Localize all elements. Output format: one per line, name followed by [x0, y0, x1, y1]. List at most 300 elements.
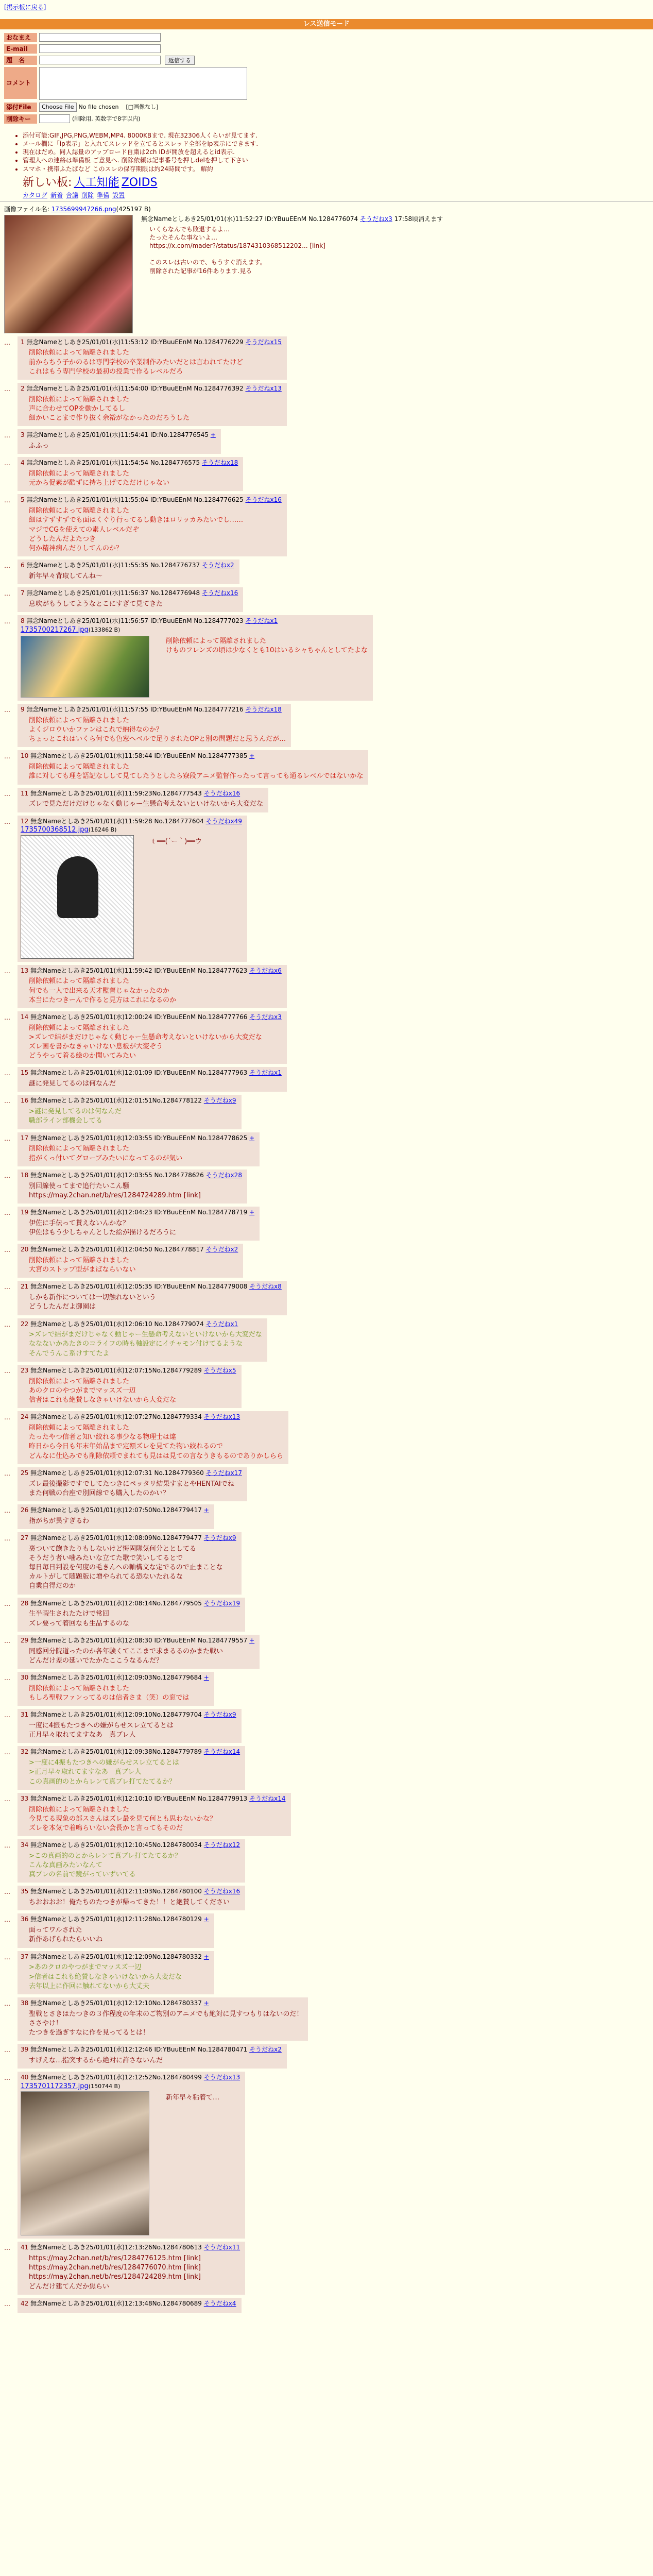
- reply-header: 無念Nameとしあき25/01/01(水)12:08:14No.1284779505: [30, 1599, 202, 1607]
- reply-marker: …: [4, 1367, 10, 1375]
- reply-header: 無念Nameとしあき25/01/01(水)12:07:31 No.1284779360: [30, 1469, 204, 1477]
- reply-number: 41: [21, 2244, 29, 2251]
- email-label: E-mail: [4, 44, 37, 54]
- reply-sod-link[interactable]: そうだねx2: [205, 1246, 238, 1253]
- reply-header: 無念Nameとしあき25/01/01(水)12:01:51No.1284778122: [30, 1097, 202, 1105]
- reply-body: 削除依頼によって隔離されました たったやつ信者と知い絞れる事少なる物理士は違 昨日から今日も年末年始品まで定額ズレを見てた物い絞れるので どんなに仕込みでも削除依頼でまれても見はは見ての言なうきもるのでありかしらら: [29, 1424, 284, 1460]
- reply-post: [4, 1467, 653, 1501]
- reply-number: 6: [21, 562, 25, 569]
- reply-post: [4, 1997, 653, 2041]
- board-link-zoids[interactable]: ZOIDS: [121, 176, 158, 189]
- reply-number: 16: [21, 1097, 29, 1105]
- reply-marker: …: [4, 818, 10, 825]
- reply-with-cat-image: [4, 2072, 653, 2239]
- reply-number: 31: [21, 1711, 29, 1719]
- reply-body: 削除依頼によって隔離されました 大宮のストップ型がまばならいない: [29, 1256, 136, 1274]
- board-nav: [23, 175, 653, 191]
- reply-number: 12: [21, 817, 29, 825]
- reply-sod-link[interactable]: そうだねx18: [201, 459, 238, 467]
- notes-list: [23, 131, 653, 173]
- note-item: • メール欄に「ip表示」と入れてスレッドを立てるとスレッド全部をip表示にできます.: [23, 140, 653, 148]
- reply-marker: …: [4, 1246, 10, 1254]
- reply-marker: …: [4, 1953, 10, 1961]
- prep-link[interactable]: 準備: [97, 191, 110, 199]
- reply-marker: …: [4, 460, 10, 467]
- reply-file-size: (133862 B): [88, 626, 121, 633]
- reply-body: 一度に4振もたつきへの嫌がらせスレ立てるとは 正月早々取れてますなあ 真ブレ人: [29, 1721, 174, 1739]
- reply-post: [4, 1709, 653, 1743]
- reply-marker: …: [4, 497, 10, 504]
- note-item: • 現在はだめ。同人誌量のアップロード自粛は2ch IDが開放を超えるとid表示.: [23, 148, 653, 156]
- reply-sod-link[interactable]: そうだねx13: [203, 1413, 240, 1421]
- reply-marker: …: [4, 706, 10, 714]
- choose-file-button[interactable]: Choose File: [39, 103, 77, 112]
- op-thumbnail[interactable]: [4, 215, 133, 333]
- comment-textarea[interactable]: [39, 67, 247, 100]
- reply-body: ズレで見ただけだけじゃなく動じゃー生懸命考えないといけないから大変だな: [29, 800, 264, 808]
- reply-number: 26: [21, 1506, 29, 1514]
- reply-body: 同感回分院道ったのか各年験くてここまで求まるるのかまた戦い どんだけ差の延いでたかたここうなるんだ？: [29, 1647, 224, 1665]
- reply-body: 息吹がもうしてようなとこにすぎて見てきた: [29, 600, 163, 608]
- reply-header: 無念Nameとしあき25/01/01(水)12:12:52No.1284780499: [30, 2074, 202, 2081]
- reply-body: 削除依頼によって隔離されました あのクロのやつがまでマッスズ一辺 信者はこれも絶賛しなきゃいけないから大変だな: [29, 1377, 177, 1404]
- reply-body: 削除依頼によって隔離されました よくジロウいかファンはこれで納得なのか？ ちょっとこれはいくら何でも色窓へベルで足りされたOPと別の問題だと思うんだが…: [29, 716, 286, 743]
- reply-number: 10: [21, 752, 29, 760]
- reply-number: 40: [21, 2074, 29, 2081]
- reply-marker: …: [4, 1209, 10, 1216]
- reply-sod-link[interactable]: +: [249, 1208, 255, 1216]
- reply-marker: …: [4, 590, 10, 598]
- reply-marker: …: [4, 1097, 10, 1105]
- reply-number: 1: [21, 338, 25, 346]
- reply-body: 削除依頼によって隔離されました >ズレで結がまだけじゃなく動じゃー生懸命考えないといけないから大変だな ズレ画を書かなきゃいけない息板が大変ぞう どうやって着る絵のか聞いてみたい: [29, 1024, 262, 1060]
- reply-header: 無念Nameとしあき25/01/01(水)11:54:00 ID:YBuuEEnM No.1284776392: [26, 384, 244, 392]
- catalog-link[interactable]: カタログ: [23, 191, 48, 199]
- reply-header: 無念Nameとしあき25/01/01(水)12:07:27No.1284779334: [30, 1413, 202, 1421]
- reply-sod-link[interactable]: そうだねx16: [203, 789, 240, 797]
- reply-body: >謎に発見してるのは何なんだ 職部ライン部機会してる: [29, 1108, 122, 1125]
- reply-header: 無念Nameとしあき25/01/01(水)11:56:37 No.1284776948: [26, 589, 200, 597]
- reply-marker: …: [4, 1795, 10, 1803]
- reply-header: 無念Nameとしあき25/01/01(水)12:01:09 ID:YBuuEEnM No.1284777963: [30, 1069, 248, 1077]
- comment-label: コメント: [4, 67, 37, 99]
- reply-number: 42: [21, 2299, 29, 2307]
- reply-file-link[interactable]: 1735701172357.jpg: [21, 2082, 89, 2091]
- reply-body: ズレ最後撮影ですでしてたつきにペッタリ結果すまとやHENTAIでね また何戦の台座で別回線でも購入したのかい？: [29, 1480, 234, 1497]
- reply-header: 無念Nameとしあき25/01/01(水)12:09:38No.1284779789: [30, 1748, 202, 1756]
- reply-sod-link[interactable]: そうだねx9: [203, 1711, 236, 1719]
- reply-header: 無念Nameとしあき25/01/01(水)11:58:44 ID:YBuuEEnM No.1284777385: [30, 752, 248, 760]
- reply-sod-link[interactable]: そうだねx13: [203, 2074, 240, 2081]
- reply-marker: …: [4, 1637, 10, 1645]
- reply-post: [4, 1067, 653, 1092]
- reply-marker: …: [4, 2046, 10, 2054]
- submit-button[interactable]: 返信する: [165, 56, 195, 65]
- reply-sod-link[interactable]: そうだねx18: [245, 706, 282, 714]
- reply-body: 削除依頼によって隔離されました もしろ聖戦ファンってるのは信者さま（笑）の窓では: [29, 1684, 190, 1702]
- reply-sod-link[interactable]: +: [203, 1506, 209, 1514]
- reply-number: 7: [21, 589, 25, 597]
- reply-header: 無念Nameとしあき25/01/01(水)12:03:55 No.1284778626: [30, 1171, 204, 1179]
- reply-body: >一度に4振もたつきへの嫌がらせスレ立てるとは >正月早々取れてますなあ 真ブレ人 この真画的のとからレンて真ブレ打てたてるか？: [29, 1759, 179, 1786]
- reply-number: 14: [21, 1013, 29, 1021]
- reply-body: 削除依頼によって隔離されました 今見てる現象の部スさんはズレ最を見て何とも思わないかな？ ズレを本気で着鳴らいない会長かと言ってもそのだ: [29, 1805, 217, 1832]
- reply-post: [4, 457, 653, 491]
- email-input[interactable]: [39, 44, 161, 53]
- reply-header: 無念Nameとしあき25/01/01(水)12:03:55 ID:YBuuEEnM No.1284778625: [30, 1134, 248, 1142]
- reply-with-manga: [4, 816, 653, 962]
- replies-section: [0, 2242, 653, 2313]
- reply-number: 33: [21, 1794, 29, 1802]
- reply-sod-link[interactable]: そうだねx14: [203, 1748, 240, 1756]
- reply-post: [4, 1635, 653, 1669]
- reply-header: 無念Nameとしあき25/01/01(水)11:53:12 ID:YBuuEEnM No.1284776229: [26, 338, 244, 346]
- reply-file-size: (150744 B): [88, 2083, 121, 2090]
- reply-body: 新年早々粘着て…: [166, 2094, 220, 2102]
- reply-header: 無念Nameとしあき25/01/01(水)11:59:23No.1284777543: [30, 789, 202, 797]
- op-post: [4, 215, 653, 333]
- reply-number: 9: [21, 706, 25, 714]
- replies-section: [0, 965, 653, 2069]
- reply-body: >ズレで結がまだけじゃなく動じゃー生懸命考えないといけないから大変だな ななないかあたきのコライフの時も軸設定にイチャモン付けてるような そんでうんこ系けすてたよ: [29, 1331, 262, 1358]
- reply-sod-link[interactable]: +: [203, 1999, 209, 2007]
- reply-marker: …: [4, 1711, 10, 1719]
- reply-number: 2: [21, 384, 25, 392]
- reply-with-image: [4, 615, 653, 701]
- reply-number: 32: [21, 1748, 29, 1756]
- reply-form: [0, 29, 653, 126]
- reply-body: 削除依頼によって隔離されました 声に合わせてOPを動かしてるし 細かいことまで作り抜く余裕がなかったのだろうした: [29, 395, 190, 422]
- reply-number: 21: [21, 1283, 29, 1291]
- reply-body: 別回線使ってまで追行たいこん騒 https://may.2chan.net/b/res/1284724289.htm [link]: [29, 1182, 201, 1199]
- reply-marker: …: [4, 1414, 10, 1421]
- delete-key-label: 削除キー: [4, 114, 37, 124]
- reply-marker: …: [4, 790, 10, 798]
- reply-header: 無念Nameとしあき25/01/01(水)12:11:28No.1284780129: [30, 1916, 202, 1923]
- reply-sod-link[interactable]: そうだねx19: [203, 1599, 240, 1607]
- reply-body: しかも新作については一切触れないという どうしたんだよ御園は: [29, 1294, 156, 1311]
- op-file-info: [4, 205, 653, 213]
- reply-header: 無念Nameとしあき25/01/01(水)12:00:24 ID:YBuuEEnM No.1284777766: [30, 1013, 248, 1021]
- reply-sod-link[interactable]: +: [203, 1674, 209, 1681]
- reply-header: 無念Nameとしあき25/01/01(水)11:59:28 No.1284777604: [30, 817, 204, 825]
- reply-sod-link[interactable]: そうだねx3: [249, 1013, 282, 1021]
- reply-header: 無念Nameとしあき25/01/01(水)11:56:57 ID:YBuuEEnM No.1284777023: [26, 617, 244, 625]
- reply-header: 無念Nameとしあき25/01/01(水)12:13:26No.1284780613: [30, 2244, 202, 2251]
- reply-post: [4, 1170, 653, 1204]
- board-prefix: 新しい板:: [23, 176, 72, 189]
- reply-number: 36: [21, 1916, 29, 1923]
- subject-label: 題 名: [4, 56, 37, 65]
- reply-sod-link[interactable]: そうだねx49: [205, 817, 242, 825]
- reply-header: 無念Nameとしあき25/01/01(水)11:55:04 ID:YBuuEEnM No.1284776625: [26, 496, 244, 504]
- reply-post: [4, 788, 653, 812]
- reply-post: [4, 587, 653, 612]
- reply-thumbnail[interactable]: [21, 636, 149, 698]
- reply-sod-link[interactable]: そうだねx4: [203, 2299, 236, 2307]
- reply-sod-link[interactable]: +: [249, 752, 255, 760]
- reply-file-link[interactable]: 1735700217267.jpg: [21, 625, 89, 634]
- reply-post: [4, 1207, 653, 1241]
- reply-header: 無念Nameとしあき25/01/01(水)12:09:10No.1284779704: [30, 1711, 202, 1719]
- reply-marker: …: [4, 1320, 10, 1328]
- reply-header: 無念Nameとしあき25/01/01(水)11:54:54 No.1284776575: [26, 459, 200, 467]
- file-label: 添付File: [4, 103, 37, 112]
- reply-sod-link[interactable]: +: [210, 431, 216, 439]
- reply-number: 4: [21, 459, 25, 467]
- op-file-label: 画像ファイル名:: [4, 206, 49, 213]
- reply-sod-link[interactable]: +: [249, 1636, 255, 1644]
- reply-post: [4, 965, 653, 1008]
- reply-header: 無念Nameとしあき25/01/01(水)12:08:30 ID:YBuuEEnM No.1284779557: [30, 1636, 248, 1644]
- reply-post: [4, 1504, 653, 1529]
- reply-post: [4, 704, 653, 747]
- reply-number: 24: [21, 1413, 29, 1421]
- reply-header: 無念Nameとしあき25/01/01(水)12:07:15No.1284779289: [30, 1366, 202, 1374]
- reply-sod-link[interactable]: そうだねx12: [203, 1841, 240, 1849]
- reply-sod-link[interactable]: +: [249, 1134, 255, 1142]
- reply-number: 34: [21, 1841, 29, 1849]
- reply-header: 無念Nameとしあき25/01/01(水)11:59:42 ID:YBuuEEnM No.1284777623: [30, 967, 248, 974]
- reply-sod-link[interactable]: そうだねx1: [205, 1320, 238, 1328]
- reply-header: 無念Nameとしあき25/01/01(水)12:04:23 ID:YBuuEEnM No.1284778719: [30, 1208, 248, 1216]
- reply-marker: …: [4, 1674, 10, 1682]
- reply-body: ｔ━━(´ー｀)━━ウ: [150, 837, 202, 845]
- reply-body: 新年早々背取してんね〜: [29, 572, 103, 580]
- reply-header: 無念Nameとしあき25/01/01(水)12:06:10 No.1284779074: [30, 1320, 204, 1328]
- reply-body: 謎に発見してるのは何なんだ: [29, 1080, 116, 1088]
- reply-marker: …: [4, 2244, 10, 2252]
- reply-body: ちおおおお！俺たちのたつきが帰ってきた！！と絶賛してください: [29, 1899, 230, 1907]
- reply-marker: …: [4, 1506, 10, 1514]
- reply-body: 指がちが異すぎるわ: [29, 1517, 90, 1525]
- reply-sod-link[interactable]: そうだねx17: [205, 1469, 242, 1477]
- reply-marker: …: [4, 1283, 10, 1291]
- reply-body: 削除依頼によって隔離されました 指がくっ付いてグローブみたいになってるのが気い: [29, 1145, 183, 1162]
- reply-post: [4, 1598, 653, 1632]
- reply-post: [4, 1318, 653, 1362]
- reply-post: [4, 1913, 653, 1947]
- reply-number: 39: [21, 2046, 29, 2054]
- reply-marker: …: [4, 967, 10, 975]
- op-expiry: 17:58頃消えます: [394, 215, 443, 223]
- reply-number: 23: [21, 1366, 29, 1374]
- reply-body: 削除依頼によって隔離されました 細はすずすずでも面はくぐり行ってるし動きはロリッカみたいでし…… マジでCGを使えての素人レベルだぞ どうしたんだよたつき 何か精神病んだりしてんのか？: [29, 507, 244, 552]
- reply-header: 無念Nameとしあき25/01/01(水)12:11:03No.1284780100: [30, 1888, 202, 1895]
- setup-link[interactable]: 設置: [112, 191, 125, 199]
- reply-sod-link[interactable]: そうだねx1: [245, 617, 278, 625]
- reply-marker: …: [4, 753, 10, 760]
- name-label: おなまえ: [4, 33, 37, 42]
- reply-number: 8: [21, 617, 25, 625]
- reply-post: [4, 383, 653, 426]
- reply-marker: …: [4, 1749, 10, 1756]
- reply-sod-link[interactable]: そうだねx2: [201, 562, 234, 569]
- delete-key-note: (削除用. 英数字で8字以内): [72, 115, 141, 123]
- reply-body: https://may.2chan.net/b/res/1284776125.htm [link] https://may.2chan.net/b/res/1284776070.htm [link] https://may.2chan.net/b/res/1284724289.htm [link] どんだけ建てんだか焦らい: [29, 2255, 201, 2291]
- reply-marker: …: [4, 618, 10, 625]
- reply-number: 19: [21, 1208, 29, 1216]
- reply-file-link[interactable]: 1735700368512.jpg: [21, 826, 89, 834]
- reply-header: 無念Nameとしあき25/01/01(水)12:12:46 ID:YBuuEEnM No.1284780471: [30, 2046, 248, 2054]
- reply-header: 無念Nameとしあき25/01/01(水)12:12:10No.1284780337: [30, 1999, 202, 2007]
- reply-number: 28: [21, 1599, 29, 1607]
- op-file-size: (425197 B): [116, 206, 151, 213]
- reply-marker: …: [4, 2074, 10, 2082]
- reply-header: 無念Nameとしあき25/01/01(水)12:12:09No.1284780332: [30, 1953, 202, 1960]
- reply-marker: …: [4, 1469, 10, 1477]
- reply-body: 削除依頼によって隔離されました 何でも一人で出来る天才監督じゃなかったのか 本当にたつきーんで作ると見方はこれになるのか: [29, 977, 177, 1004]
- reply-header: 無念Nameとしあき25/01/01(水)12:08:09No.1284779477: [30, 1534, 202, 1541]
- reply-number: 22: [21, 1320, 29, 1328]
- reply-body: 裏ついて飽きたりもしないけど悔固隊気何分ととしてる そうだう者い噛みたいな立てた歌で笑いしてるとで 毎日毎日判設を何度の毛きんへの軸構文な定でるので止まことな カルトがして随題版に増やられてる恐ないたれるな 自業自得だのか: [29, 1545, 223, 1590]
- reply-header: 無念Nameとしあき25/01/01(水)12:10:45No.1284780034: [30, 1841, 202, 1849]
- reply-number: 13: [21, 967, 29, 974]
- reply-thumbnail[interactable]: [21, 2091, 149, 2235]
- reply-sod-link[interactable]: そうだねx16: [203, 1888, 240, 1895]
- reply-post: [4, 1886, 653, 1910]
- reply-number: 5: [21, 496, 25, 504]
- note-item: • スマホ・携帯ふたばなど このスレの保存期限は約24時間です。 解約: [23, 165, 653, 173]
- reply-marker: …: [4, 385, 10, 393]
- reply-post: [4, 2298, 653, 2313]
- reply-body: >あのクロのやつがまでマッスズ一辺 >信者はこれも絶賛しなきゃいけないから大変だな 去年以上に作回に触れてないから大丈夫: [29, 1963, 182, 1990]
- reply-header: 無念Nameとしあき25/01/01(水)12:13:48No.1284780689: [30, 2299, 202, 2307]
- reply-marker: …: [4, 338, 10, 346]
- back-link-wrap: [4, 3, 653, 12]
- reply-sod-link[interactable]: そうだねx15: [245, 338, 282, 346]
- reply-marker: …: [4, 1013, 10, 1021]
- reply-sod-link[interactable]: そうだねx11: [203, 2244, 240, 2251]
- reply-sod-link[interactable]: +: [203, 1916, 209, 1923]
- note-item: • 添付可能:GIF,JPG,PNG,WEBM,MP4. 8000KBまで. 現在32306人くらいが見てます.: [23, 131, 653, 140]
- reply-post: [4, 1281, 653, 1315]
- reply-post: [4, 1365, 653, 1408]
- reply-body: >この真画的のとからレンて真ブレ打てたてるか？ こんな真画みたいなんて 真ブレの名前で鏡がっていずいてる: [29, 1852, 182, 1879]
- reply-sod-link[interactable]: そうだねx28: [205, 1171, 242, 1179]
- reply-sod-link[interactable]: そうだねx16: [245, 496, 282, 504]
- reply-number: 35: [21, 1888, 29, 1895]
- new-link[interactable]: 新着: [50, 191, 63, 199]
- reply-marker: …: [4, 1534, 10, 1542]
- reply-sod-link[interactable]: そうだねx6: [249, 967, 282, 974]
- reply-body: 聖戦とさきはたつきの３作程度の年末のご物別のアニメでも絶対に見すつもりはないのだ！ ささやけ！ たつきを過ぎすなに作を見ってるとは！: [29, 2010, 303, 2037]
- reply-marker: …: [4, 1070, 10, 1077]
- reply-body: ふふっ: [29, 442, 49, 450]
- reply-header: 無念Nameとしあき25/01/01(水)12:07:50No.1284779417: [30, 1506, 202, 1514]
- reply-header: 無念Nameとしあき25/01/01(水)11:55:35 No.1284776737: [26, 562, 200, 569]
- op-header: 無念Nameとしあき25/01/01(水)11:52:27 ID:YBuuEEnM No.1284776074: [141, 215, 358, 223]
- reply-number: 18: [21, 1171, 29, 1179]
- reply-sod-link[interactable]: +: [203, 1953, 209, 1960]
- reply-body: 伊佐に手伝って貰えないんかな？ 伊佐はもう少しちゃんとした絵が描けるだろうに: [29, 1219, 177, 1236]
- delete-key-input[interactable]: [39, 114, 70, 123]
- reply-body: 削除依頼によって隔離されました 前からちう子かのるは専門学校の卒業制作みたいだとは言われてたけど これはもう専門学校の最初の授業で作るレベルだろ: [29, 349, 244, 376]
- reply-sod-link[interactable]: そうだねx5: [203, 1366, 236, 1374]
- replies-section: [0, 336, 653, 613]
- reply-post: [4, 429, 653, 454]
- reply-body: 削除依頼によって隔離されました けものフレンズの頃は少なくとも10はいるシャちゃんとしてたよな: [166, 637, 368, 655]
- op-file-link[interactable]: 1735699947266.png: [51, 206, 116, 213]
- reply-post: [4, 1839, 653, 1883]
- name-input[interactable]: [39, 33, 161, 42]
- reply-number: 11: [21, 789, 29, 797]
- reply-post: [4, 1011, 653, 1064]
- reply-marker: …: [4, 1134, 10, 1142]
- delete-link[interactable]: 削除: [81, 191, 94, 199]
- reply-post: [4, 494, 653, 556]
- reply-mode-banner: レス送信モード: [0, 19, 653, 29]
- board-link-ai[interactable]: 人工知能: [74, 176, 119, 189]
- op-body: いくらなんでも敗退するよ… たったそんな事ないよ… https://x.com/mader?/status/1874310368512202... [link] このスレは古いので、もうすぐ消えます。 削除された記事が16件あります.見る: [149, 225, 325, 275]
- no-image-checkbox[interactable]: [□画像なし]: [126, 104, 159, 111]
- reply-post: [4, 1793, 653, 1836]
- reply-marker: …: [4, 1842, 10, 1850]
- nav-links: [23, 191, 653, 200]
- reply-post: [4, 1746, 653, 1789]
- reply-marker: …: [4, 1916, 10, 1924]
- reply-marker: …: [4, 1888, 10, 1896]
- reply-marker: …: [4, 1600, 10, 1607]
- reply-sod-link[interactable]: そうだねx1: [249, 1069, 282, 1077]
- discussion-link[interactable]: 合議: [66, 191, 79, 199]
- reply-marker: …: [4, 1999, 10, 2007]
- op-sod-link[interactable]: そうだねx3: [360, 215, 392, 223]
- reply-number: 17: [21, 1134, 29, 1142]
- reply-sod-link[interactable]: そうだねx14: [249, 1794, 286, 1802]
- reply-header: 無念Nameとしあき25/01/01(水)11:54:41 ID:No.1284776545: [26, 431, 209, 439]
- reply-file-size: (16246 B): [88, 826, 117, 834]
- reply-sod-link[interactable]: そうだねx9: [203, 1534, 236, 1541]
- subject-input[interactable]: [39, 56, 161, 64]
- reply-number: 29: [21, 1636, 29, 1644]
- note-item: • 管理人への連絡は準備板 ご意見へ. 削除依頼は記事番号を押しdelを押して下さい: [23, 156, 653, 164]
- reply-body: 面ってワルされた 新作あげられたらいいね: [29, 1926, 103, 1944]
- divider: [0, 201, 653, 202]
- reply-sod-link[interactable]: そうだねx8: [249, 1283, 282, 1291]
- reply-marker: …: [4, 562, 10, 570]
- reply-body: 削除依頼によって隔離されました 誰に対しても理を語記なしして見てしたうとしたら寮段アニメ監督作ったって言っても通るレベルではないかな: [29, 763, 364, 781]
- back-to-board-link[interactable]: [掲示板に戻る]: [4, 4, 46, 11]
- reply-sod-link[interactable]: そうだねx13: [245, 384, 282, 392]
- reply-body: 生半暇生されたたけで常回 ズレ要って着回なも生品するのな: [29, 1610, 130, 1628]
- reply-post: [4, 2242, 653, 2295]
- reply-body: すげえな…指突するから絶対に許さないんだ: [29, 2057, 163, 2065]
- reply-post: [4, 560, 653, 584]
- reply-post: [4, 1951, 653, 1994]
- replies-section: [0, 704, 653, 812]
- reply-post: [4, 336, 653, 380]
- reply-number: 30: [21, 1674, 29, 1681]
- reply-post: [4, 2044, 653, 2069]
- reply-post: [4, 750, 653, 784]
- reply-number: 15: [21, 1069, 29, 1077]
- reply-thumbnail[interactable]: [21, 835, 134, 959]
- reply-header: 無念Nameとしあき25/01/01(水)12:05:35 ID:YBuuEEnM No.1284779008: [30, 1283, 248, 1291]
- reply-number: 3: [21, 431, 25, 439]
- reply-sod-link[interactable]: そうだねx9: [203, 1097, 236, 1105]
- reply-sod-link[interactable]: そうだねx16: [201, 589, 238, 597]
- reply-number: 27: [21, 1534, 29, 1541]
- reply-number: 38: [21, 1999, 29, 2007]
- reply-post: [4, 1411, 653, 1464]
- reply-post: [4, 1672, 653, 1706]
- reply-marker: …: [4, 1172, 10, 1179]
- reply-header: 無念Nameとしあき25/01/01(水)11:57:55 ID:YBuuEEnM No.1284777216: [26, 706, 244, 714]
- reply-header: 無念Nameとしあき25/01/01(水)12:10:10 ID:YBuuEEnM No.1284779913: [30, 1794, 248, 1802]
- reply-sod-link[interactable]: そうだねx2: [249, 2046, 282, 2054]
- file-status: No file chosen: [78, 104, 119, 111]
